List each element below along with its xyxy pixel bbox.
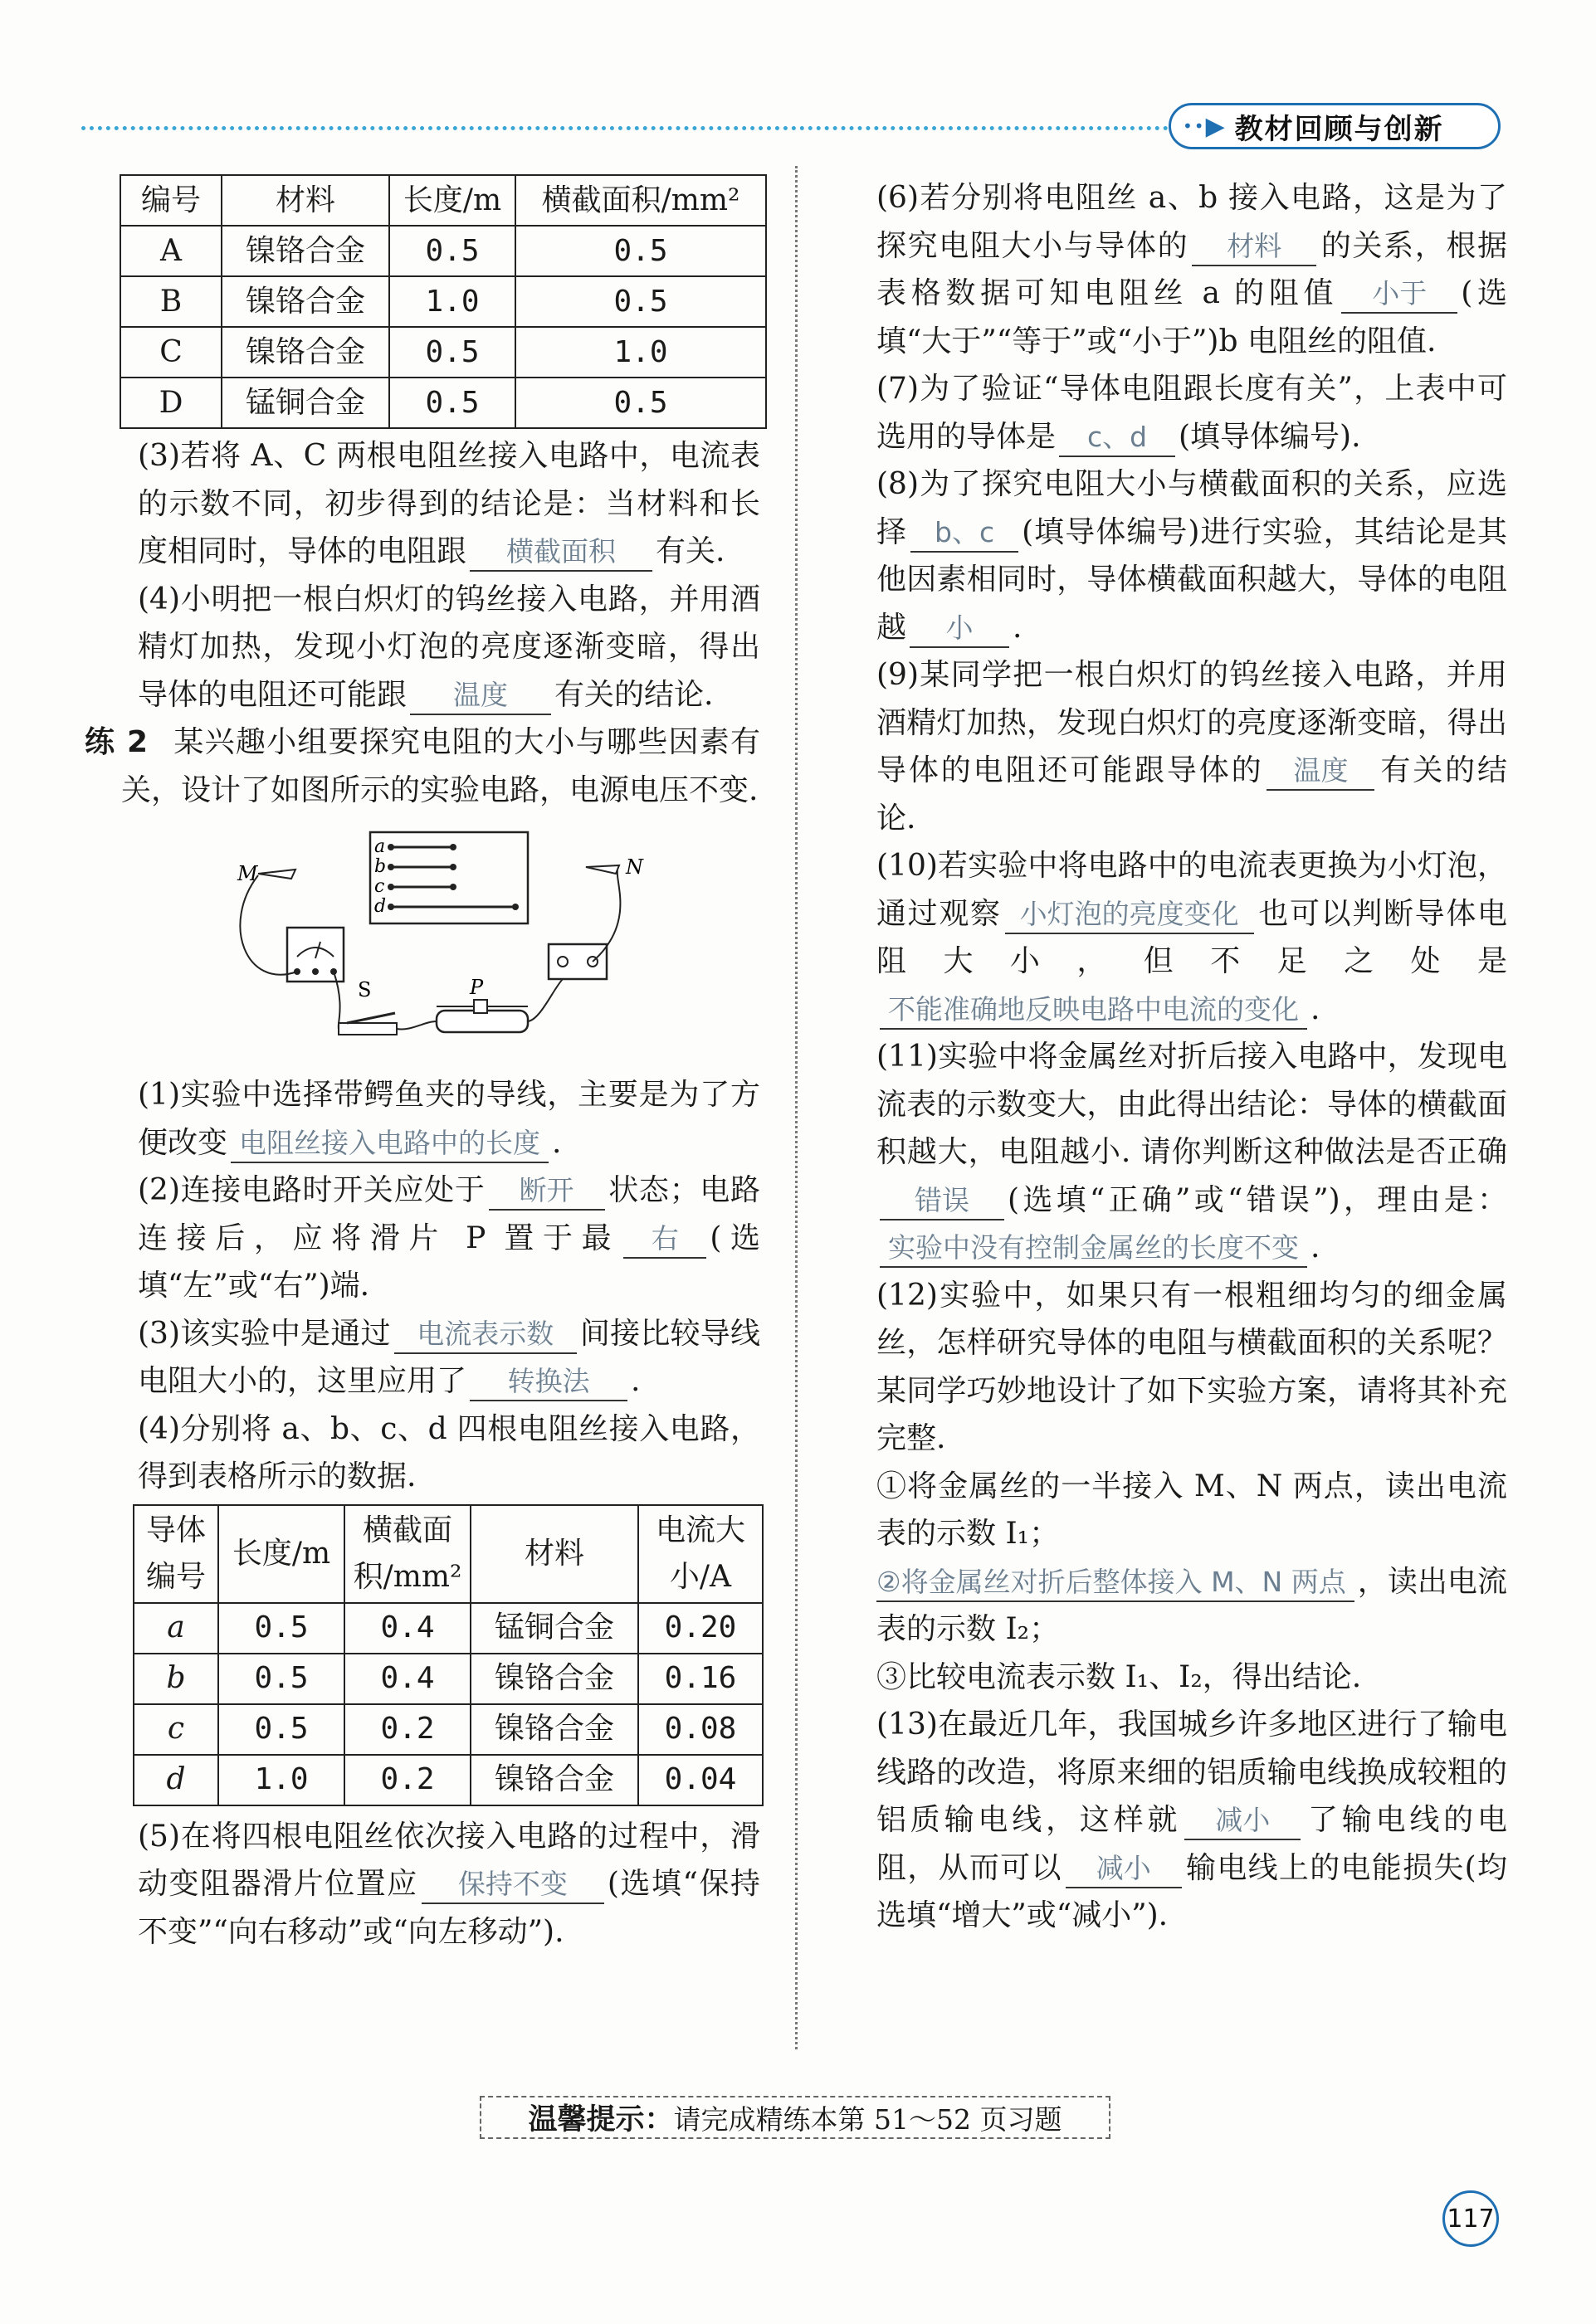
question-text: (填导体编号)进行实验，其结论是其他因素相同时，导体横截面积越大，导体的电阻越: [876, 514, 1507, 645]
table-cell: 0.04: [638, 1755, 763, 1805]
table-cell: d: [134, 1755, 218, 1805]
question-4: [121, 1406, 760, 1501]
table-header-cell: 编号: [120, 175, 222, 226]
label-d: d: [374, 896, 387, 917]
question-text: (4)小明把一根白炽灯的钨丝接入电路，并用酒精灯加热，发现小灯泡的亮度逐渐变暗，得出导体的电阻还可能跟: [138, 582, 760, 712]
question-12: [876, 1272, 1507, 1463]
table-row: [120, 327, 766, 378]
table-cell: 0.5: [218, 1704, 344, 1755]
label-a: a: [374, 836, 386, 857]
answer-blank: 右: [623, 1220, 706, 1259]
clip-m: [258, 870, 295, 879]
question-12-step-3: [876, 1654, 1507, 1702]
resistor-wires: [391, 847, 515, 907]
table-cell: 锰铜合金: [471, 1603, 638, 1654]
question-text: (选填“正确”或“错误”)，理由是：: [1008, 1182, 1507, 1217]
table-cell: 镍铬合金: [471, 1654, 638, 1704]
answer-blank: 不能准确地反映电路中电流的变化: [880, 991, 1307, 1030]
table-cell: 0.2: [344, 1755, 471, 1805]
table-row: [120, 378, 766, 428]
question-9: [876, 651, 1507, 842]
question-text: ，读出电流表的示数 I₂；: [876, 1564, 1507, 1646]
question-text: (4)分别将 a、b、c、d 四根电阻丝接入电路，得到表格所示的数据.: [138, 1411, 760, 1493]
table-cell: 锰铜合金: [222, 378, 389, 428]
answer-blank: 转换法: [470, 1363, 627, 1401]
column-divider: [795, 166, 798, 2049]
question-3: [121, 1310, 760, 1406]
material-table: [120, 174, 767, 429]
question-12-step-1: [876, 1463, 1507, 1558]
label-n: N: [626, 855, 643, 879]
table-cell: 0.4: [344, 1654, 471, 1704]
question-text: (选填“左”或“右”)端.: [138, 1220, 760, 1303]
question-text: 也可以判断导体电阻大小，但不足之处是: [876, 896, 1507, 978]
question-text: (选填“大于”“等于”或“小于”)b 电阻丝的阻值.: [876, 276, 1508, 358]
table-cell: a: [134, 1603, 218, 1654]
table-cell: 镍铬合金: [471, 1704, 638, 1755]
reminder-box: [480, 2096, 1110, 2139]
section-badge: [1169, 103, 1501, 149]
question-text: (填导体编号).: [1179, 419, 1361, 454]
question-6: [876, 174, 1507, 365]
answer-blank: 电阻丝接入电路中的长度: [231, 1125, 549, 1163]
play-arrow-icon: ▶: [1205, 111, 1225, 141]
question-text: (9)某同学把一根白炽灯的钨丝接入电路，并用酒精灯加热，发现白炽灯的亮度逐渐变暗，得出导体的电阻还可能跟导体的: [876, 658, 1507, 787]
table-header-cell: 长度/m: [218, 1505, 344, 1603]
answer-blank: 减小: [1184, 1802, 1301, 1840]
question-text: ③比较电流表示数 I₁、I₂，得出结论.: [876, 1659, 1362, 1694]
table-cell: b: [134, 1654, 218, 1704]
answer-blank: 错误: [880, 1182, 1004, 1220]
table-cell: A: [120, 226, 222, 276]
question-5: [121, 1813, 760, 1956]
table-cell: 0.4: [344, 1603, 471, 1654]
question-text: (6)若分别将电阻丝 a、b 接入电路，这是为了探究电阻大小与导体的: [876, 181, 1507, 263]
exercise-2: [85, 719, 760, 814]
circuit-diagram: [121, 824, 760, 1065]
question-text: 间接比较导线电阻大小的，这里应用了: [138, 1316, 760, 1398]
table-row: [134, 1654, 763, 1704]
answer-blank: b、c: [910, 514, 1018, 553]
table-header-cell: 横截面积/mm²: [344, 1505, 471, 1603]
page-number: 117: [1442, 2190, 1499, 2247]
answer-blank: 材料: [1192, 228, 1316, 266]
right-column: [876, 174, 1507, 1940]
table-cell: 0.5: [218, 1603, 344, 1654]
question-text: .: [1013, 610, 1023, 645]
left-column: [85, 174, 760, 1956]
answer-blank: 减小: [1066, 1850, 1182, 1888]
answer-blank: 小灯泡的亮度变化: [1005, 896, 1254, 934]
table-header-cell: 电流大小/A: [638, 1505, 763, 1603]
table-cell: 0.5: [218, 1654, 344, 1704]
question-12-step-2: [876, 1558, 1507, 1654]
question-1: [121, 1071, 760, 1167]
table-row: [134, 1603, 763, 1654]
question-text: (3)该实验中是通过: [138, 1316, 391, 1351]
answer-blank: 横截面积: [470, 533, 652, 572]
table-cell: 1.0: [515, 327, 766, 378]
answer-blank: 小: [910, 610, 1009, 648]
question-text: 输电线上的电能损失(均选填“增大”或“减小”).: [876, 1850, 1507, 1932]
label-c: c: [374, 876, 385, 897]
question-text: (10)若实验中将电路中的电流表更换为小灯泡，通过观察: [876, 849, 1507, 931]
question-text: .: [1310, 991, 1320, 1026]
answer-blank: 温度: [410, 677, 551, 715]
question-text: (8)为了探究电阻大小与横截面积的关系，应选择: [876, 467, 1507, 549]
answer-blank: c、d: [1059, 419, 1175, 457]
question-text: (5)在将四根电阻丝依次接入电路的过程中，滑动变阻器滑片位置应: [138, 1819, 760, 1901]
table-cell: 0.20: [638, 1603, 763, 1654]
table-cell: c: [134, 1704, 218, 1755]
question-text: (13)在最近几年，我国城乡许多地区进行了输电线路的改造，将原来细的铝质输电线换成较粗的铝质输电线，这样就: [876, 1708, 1507, 1837]
answer-blank: 断开: [489, 1172, 605, 1211]
question-text: (12)实验中，如果只有一根粗细均匀的细金属丝，怎样研究导体的电阻与横截面积的关系呢？某同学巧妙地设计了如下实验方案，请将其补充完整.: [876, 1278, 1507, 1455]
table-cell: 0.5: [515, 226, 766, 276]
question-text: (3)若将 A、C 两根电阻丝接入电路中，电流表的示数不同，初步得到的结论是：当材料和长度相同时，导体的电阻跟: [138, 439, 760, 568]
table-header-cell: 材料: [471, 1505, 638, 1603]
question-10: [876, 842, 1507, 1033]
clip-n: [586, 865, 619, 874]
table-row: [134, 1755, 763, 1805]
reminder-label: 温馨提示：: [528, 2103, 674, 2136]
circuit-svg: [121, 824, 760, 1065]
table-cell: 0.5: [389, 226, 515, 276]
table-header-cell: 材料: [222, 175, 389, 226]
question-8: [876, 460, 1507, 651]
answer-blank: ②将金属丝对折后整体接入 M、N 两点: [876, 1564, 1354, 1602]
question-text: (2)连接电路时开关应处于: [138, 1173, 486, 1207]
table-header-cell: 导体编号: [134, 1505, 218, 1603]
wire-terminals: [388, 844, 519, 910]
question-text: 有关.: [656, 534, 725, 568]
table-row: [120, 226, 766, 276]
question-2: [121, 1167, 760, 1310]
label-s: S: [358, 978, 372, 1001]
table-row: [134, 1704, 763, 1755]
question-7: [876, 365, 1507, 460]
table-cell: 镍铬合金: [222, 276, 389, 327]
question-3a: [121, 432, 760, 576]
label-m: M: [237, 862, 258, 885]
label-b: b: [374, 856, 387, 877]
table-row: [120, 276, 766, 327]
table-cell: 1.0: [218, 1755, 344, 1805]
table-header-cell: 横截面积/mm²: [515, 175, 766, 226]
table-cell: 0.2: [344, 1704, 471, 1755]
table-cell: 0.5: [389, 378, 515, 428]
header-dotted-rule: [81, 126, 1169, 130]
table-cell: C: [120, 327, 222, 378]
table-cell: 0.5: [389, 327, 515, 378]
table-cell: D: [120, 378, 222, 428]
question-text: 有关的结论.: [554, 677, 714, 712]
table-cell: 镍铬合金: [222, 327, 389, 378]
question-text: (7)为了验证“导体电阻跟长度有关”，上表中可选用的导体是: [876, 372, 1507, 454]
dots-icon: ••: [1183, 116, 1206, 136]
table-header-cell: 长度/m: [389, 175, 515, 226]
table-cell: B: [120, 276, 222, 327]
section-title: 教材回顾与创新: [1234, 112, 1444, 146]
question-text: ①将金属丝的一半接入 M、N 两点，读出电流表的示数 I₁；: [876, 1469, 1507, 1551]
question-text: .: [631, 1364, 641, 1398]
answer-blank: 电流表示数: [394, 1316, 577, 1354]
reminder-text: 请完成精练本第 51～52 页习题: [673, 2102, 1062, 2136]
table-cell: 0.08: [638, 1704, 763, 1755]
question-text: 有关的结论.: [876, 753, 1507, 836]
table-cell: 0.5: [515, 276, 766, 327]
question-text: 状态；电路连接后，应将滑片 P 置于最: [138, 1173, 760, 1255]
answer-blank: 温度: [1267, 753, 1374, 791]
question-text: .: [1310, 1230, 1320, 1264]
question-text: 了输电线的电阻，从而可以: [876, 1803, 1507, 1885]
question-text: .: [552, 1125, 562, 1160]
answer-blank: 保持不变: [422, 1866, 604, 1904]
switch: [339, 1023, 397, 1035]
table-cell: 镍铬合金: [222, 226, 389, 276]
question-text: (1)实验中选择带鳄鱼夹的导线，主要是为了方便改变: [138, 1078, 760, 1160]
table-cell: 镍铬合金: [471, 1755, 638, 1805]
table-cell: 1.0: [389, 276, 515, 327]
question-13: [876, 1701, 1507, 1940]
table-cell: 0.16: [638, 1654, 763, 1704]
question-4a: [121, 576, 760, 719]
answer-blank: 实验中没有控制金属丝的长度不变: [880, 1230, 1307, 1268]
exercise-text: 某兴趣小组要探究电阻的大小与哪些因素有关，设计了如图所示的实验电路，电源电压不变.: [121, 725, 760, 807]
answer-blank: 小于: [1341, 275, 1457, 314]
question-text: (11)实验中将金属丝对折后接入电路中，发现电流表的示数变大，由此得出结论：导体的横截面积越大，电阻越小. 请你判断这种做法是否正确: [876, 1040, 1507, 1169]
question-text: 的关系，根据表格数据可知电阻丝 a 的阻值: [876, 228, 1507, 310]
table-header-row: [120, 175, 766, 226]
label-p: P: [470, 976, 484, 999]
table-cell: 0.5: [515, 378, 766, 428]
exercise-label: 练 2: [85, 725, 149, 759]
table-header-row: [134, 1505, 763, 1603]
question-11: [876, 1033, 1507, 1272]
question-text: (选填“保持不变”“向右移动”或“向左移动”).: [138, 1867, 760, 1949]
experiment-data-table: [133, 1504, 764, 1806]
